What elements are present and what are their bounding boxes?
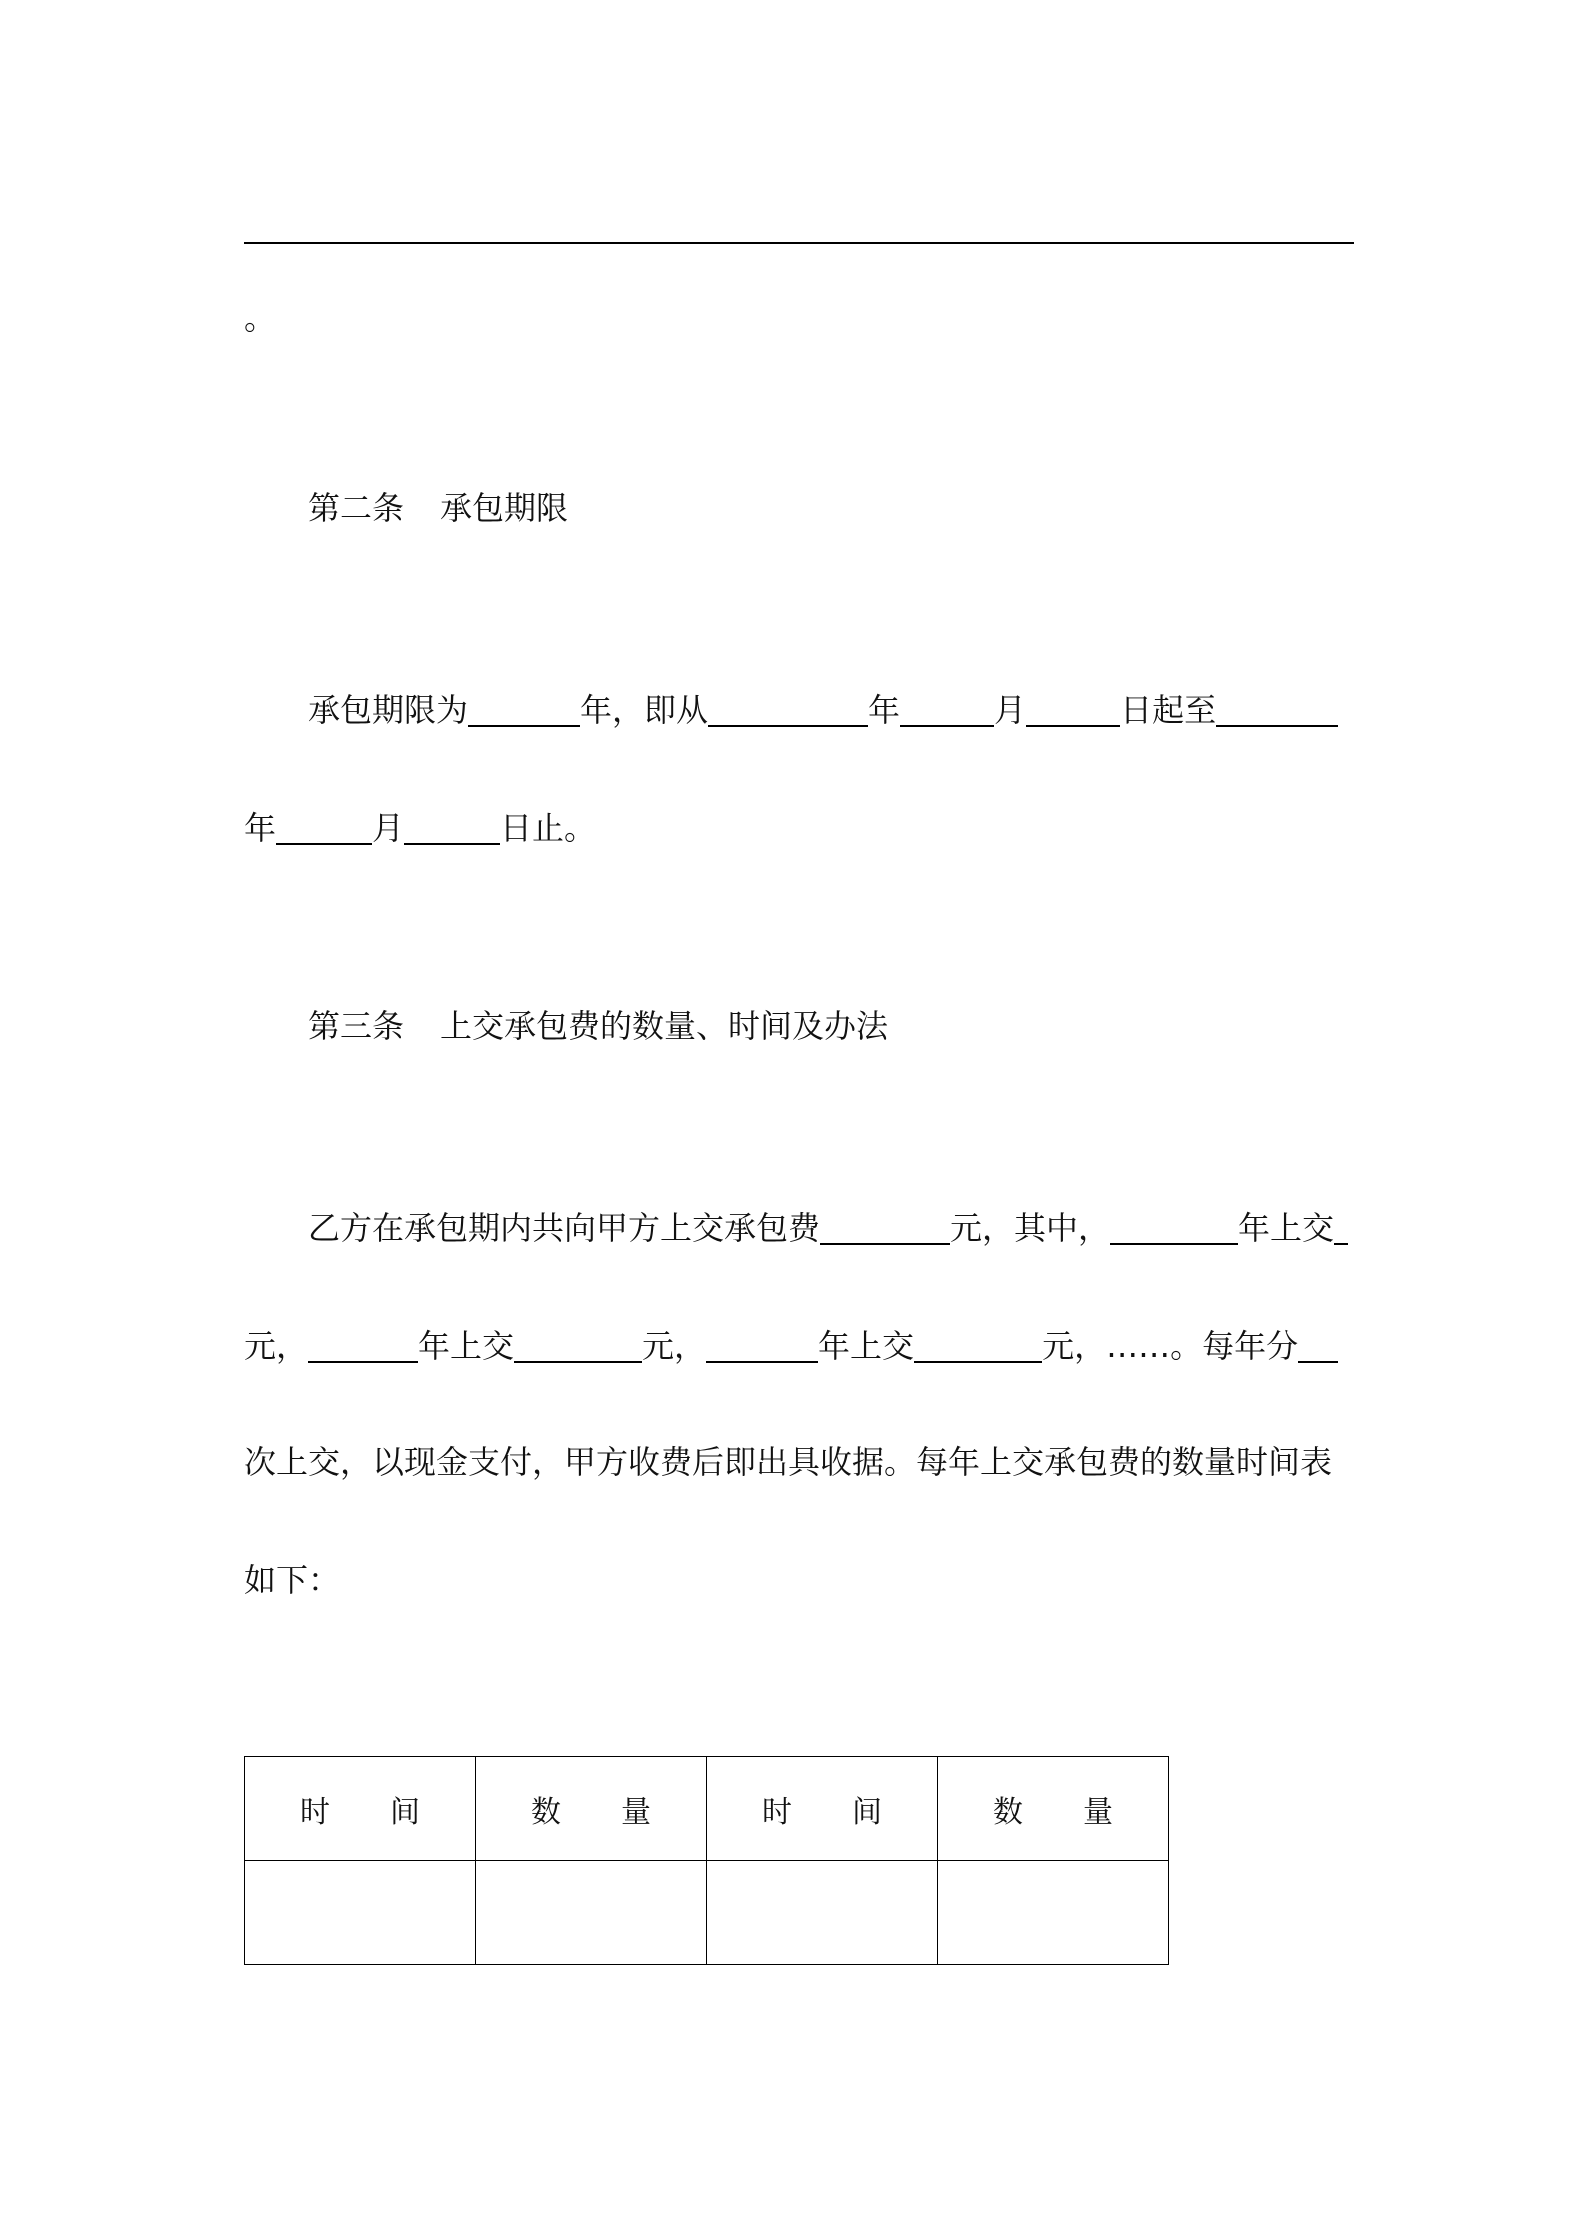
header-cell-time [707,1757,942,1861]
header-label: 时间 [300,1794,480,1830]
text-year-pay: 年上交 [818,1327,915,1365]
text-term-length: 承包期限为 [308,691,469,729]
text-year-pay: 年上交 [418,1327,515,1365]
header-cell-amount [476,1757,711,1861]
table-cell[interactable] [938,1861,1169,1965]
article3-title: 上交承包费的数量、时间及办法 [440,1007,889,1045]
article2-number: 第二条 [308,489,405,527]
blank-start-year[interactable] [708,685,868,727]
fee-schedule-table [244,1756,1173,1965]
blank-end-year[interactable] [1216,685,1338,727]
text-day-end: 日止。 [500,809,597,847]
text-year-pay: 年上交 [1238,1209,1335,1247]
blank-year-2[interactable] [308,1321,418,1363]
text-month: 月 [372,809,405,847]
header-cell-amount [938,1757,1173,1861]
table-cell[interactable] [707,1861,938,1965]
blank-amount-2[interactable] [514,1321,642,1363]
article2-line1 [244,680,1418,740]
article2-heading [244,478,1418,538]
text-as-follows: 如下： [244,1561,341,1599]
article2-line2 [244,798,1354,858]
article3-number: 第三条 [308,1007,405,1045]
top-rule [244,242,1354,244]
lead-punct: 。 [244,299,277,337]
text-yuan: 元， [244,1327,309,1365]
article3-line1 [244,1198,1418,1258]
text-year: 年 [244,809,277,847]
text-payment-method: 次上交，以现金支付，甲方收费后即出具收据。每年上交承包费的数量时间表 [244,1443,1333,1481]
article3-line3 [244,1432,1354,1492]
blank-start-month[interactable] [900,685,994,727]
blank-end-day[interactable] [404,803,500,845]
article3-heading [244,996,1418,1056]
article2-title: 承包期限 [440,489,569,527]
table-cell[interactable] [245,1861,476,1965]
text-total-fee: 乙方在承包期内共向甲方上交承包费 [308,1209,821,1247]
blank-years[interactable] [468,685,580,727]
blank-total-fee[interactable] [820,1203,950,1245]
table-header-row [245,1757,1169,1861]
table-cell[interactable] [476,1861,707,1965]
text-yuan-of-which: 元，其中， [950,1209,1111,1247]
article3-line4 [244,1550,1354,1610]
blank-amount-1[interactable] [1334,1203,1348,1245]
blank-year-1[interactable] [1110,1203,1238,1245]
blank-amount-3[interactable] [914,1321,1042,1363]
text-year: 年 [868,691,901,729]
lead-line [244,288,1354,348]
text-yuan-installments: 元，……。每年分 [1042,1327,1299,1365]
blank-start-day[interactable] [1026,685,1120,727]
table-row [245,1861,1169,1965]
article3-line2 [244,1316,1354,1376]
text-month: 月 [994,691,1027,729]
blank-installments[interactable] [1298,1321,1338,1363]
header-label: 数量 [531,1794,711,1830]
header-cell-time [245,1757,480,1861]
text-day-until: 日起至 [1120,691,1217,729]
text-yuan: 元， [642,1327,707,1365]
blank-year-3[interactable] [706,1321,818,1363]
text-from: 年，即从 [580,691,709,729]
header-label: 数量 [993,1794,1173,1830]
header-label: 时间 [762,1794,942,1830]
blank-end-month[interactable] [276,803,372,845]
